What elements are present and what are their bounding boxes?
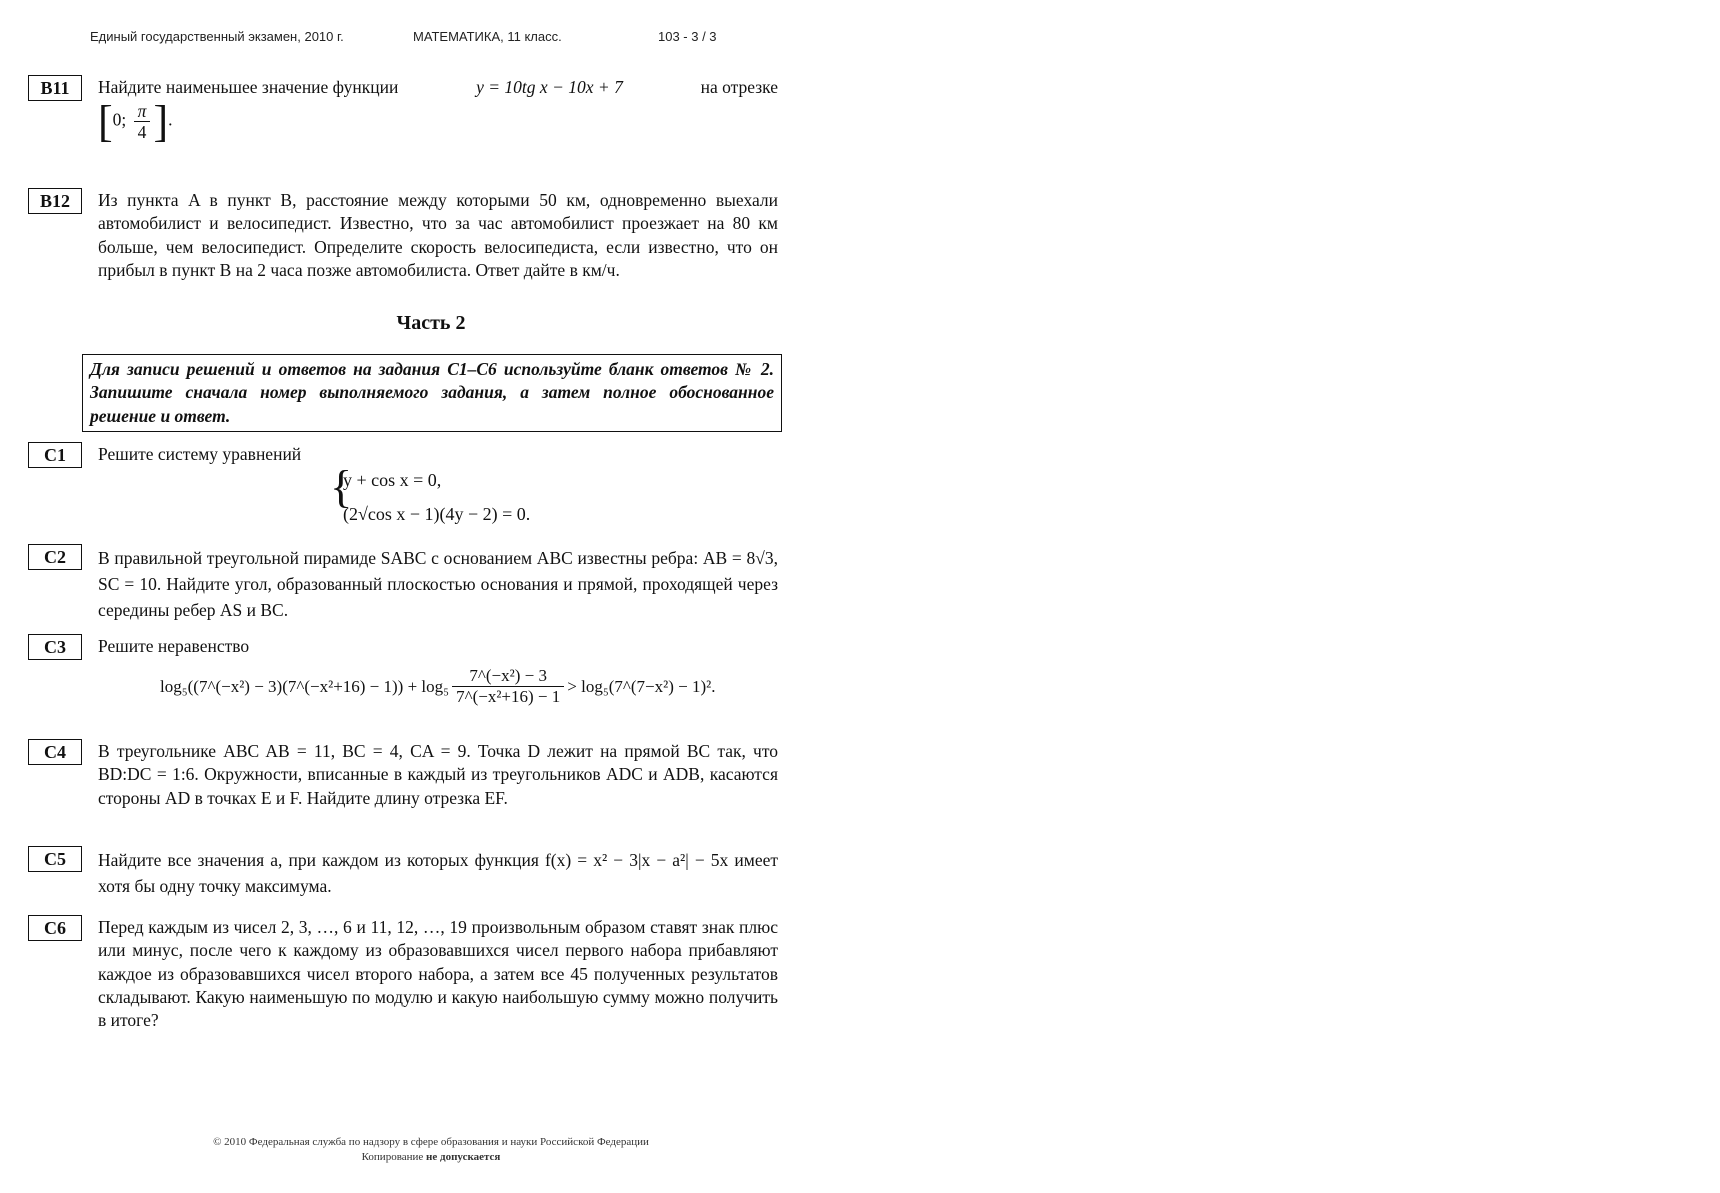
c3-left: log₅((7^(−x²) − 3)(7^(−x²+16) − 1)) + log₅: [160, 676, 450, 696]
b11-text-a: Найдите наименьшее значение функции: [98, 77, 399, 97]
right-bracket: ]: [153, 97, 169, 147]
c3-inequality: [160, 666, 716, 707]
c1-eq2: (2√cos x − 1)(4y − 2) = 0.: [343, 504, 531, 524]
copy-notice-b: не допускается: [426, 1151, 501, 1163]
system-brace: {: [330, 461, 353, 512]
c1-eq1: y + cos x = 0,: [343, 470, 442, 490]
task-text: Решите систему уравнений: [98, 444, 302, 464]
exam-title: Единый государственный экзамен, 2010 г.: [90, 29, 344, 44]
pi-over-4: [134, 101, 151, 142]
task-c3: [28, 634, 778, 729]
task-label: С1: [28, 442, 82, 468]
c3-right: > log₅(7^(7−x²) − 1)².: [567, 676, 716, 696]
interval-start: 0;: [112, 109, 127, 130]
part-title: Часть 2: [396, 312, 466, 334]
task-c2: [28, 544, 778, 624]
task-label: B12: [28, 188, 82, 214]
copyright: © 2010 Федеральная служба по надзору в сфере образования и науки Российской Федерации: [213, 1136, 649, 1148]
b11-text-b: на отрезке: [700, 77, 778, 97]
b11-interval: [98, 97, 778, 147]
task-text: Перед каждым из чисел 2, 3, …, 6 и 11, 12, …, 19 произвольным образом ставят знак плюс или минус, после чего к каждому из образовавшихся чисел первого набора прибавляют каждое из образовавшихся чисел второго набора, а затем все 45 полученных результатов складывают. Какую наименьшую по модулю и какую наибольшую сумму можно получить в итоге?: [98, 917, 778, 1031]
task-label: С6: [28, 915, 82, 941]
copy-notice: [0, 1150, 862, 1165]
task-text: В правильной треугольной пирамиде SABC с основанием ABC известны ребра: AB = 8√3, SC = 10. Найдите угол, образованный плоскостью основания и прямой, проходящей через середины ребер AS и BC.: [98, 548, 778, 620]
task-c4: [28, 739, 778, 829]
task-label: С3: [28, 634, 82, 660]
left-bracket: [: [98, 97, 113, 147]
task-label: B11: [28, 75, 82, 101]
frac-num: π: [134, 101, 151, 122]
c3-fraction: [452, 666, 564, 707]
task-label: С2: [28, 544, 82, 570]
subject-title: МАТЕМАТИКА, 11 класс.: [413, 29, 562, 44]
instructions-box: Для записи решений и ответов на задания С1–С6 используйте бланк ответов № 2. Запишите сначала номер выполняемого задания, а затем полное обоснованное решение и ответ.: [82, 354, 782, 432]
task-text: В треугольнике ABC AB = 11, BC = 4, CA = 9. Точка D лежит на прямой BC так, что BD:DC = 1:6. Окружности, вписанные в каждый из треугольников ADC и ADB, касаются стороны AD в точках E и F. Найдите длину отрезка EF.: [98, 741, 778, 808]
frac-den: 4: [137, 122, 147, 143]
task-b11: [28, 75, 778, 165]
page-footer: [0, 1135, 862, 1165]
page-number: 103 - 3 / 3: [658, 29, 717, 44]
task-c1: [28, 442, 778, 532]
task-label: С4: [28, 739, 82, 765]
task-text: [98, 76, 778, 147]
task-label: С5: [28, 846, 82, 872]
frac-num: 7^(−x²) − 3: [452, 666, 564, 687]
frac-den: 7^(−x²+16) − 1: [456, 687, 561, 706]
task-text: Из пункта A в пункт B, расстояние между которыми 50 км, одновременно выехали автомобилист и велосипедист. Известно, что за час автомобилист проезжает на 80 км больше, чем велосипедист. Определите скорость велосипедиста, если известно, что он прибыл в пункт B на 2 часа позже автомобилиста. Ответ дайте в км/ч.: [98, 190, 778, 280]
b11-formula: y = 10tg x − 10x + 7: [476, 77, 623, 97]
task-text: Решите неравенство: [98, 636, 250, 656]
task-text: Найдите все значения a, при каждом из которых функция f(x) = x² − 3|x − a²| − 5x имеет хотя бы одну точку максимума.: [98, 850, 778, 896]
task-c6: [28, 915, 778, 1065]
period: .: [168, 109, 173, 130]
task-c5: [28, 846, 778, 906]
copy-notice-a: Копирование: [361, 1151, 424, 1163]
task-b12: [28, 188, 778, 308]
